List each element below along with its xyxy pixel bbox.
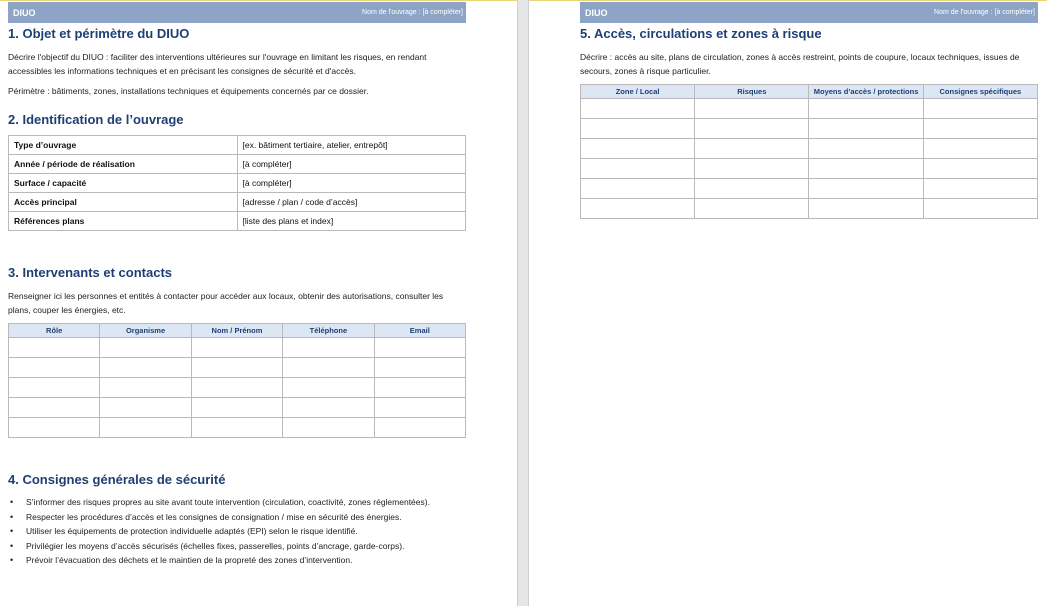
table-row (581, 139, 1038, 159)
table-row (9, 193, 466, 212)
empty-cell[interactable] (923, 119, 1037, 139)
page-1 (8, 2, 466, 565)
field-label: Accès principal (9, 193, 238, 212)
empty-cell[interactable] (100, 338, 191, 358)
consignes-list (8, 495, 448, 568)
empty-cell[interactable] (581, 139, 695, 159)
contacts-table (8, 323, 466, 438)
empty-cell[interactable] (283, 378, 374, 398)
table-row (9, 418, 466, 438)
empty-cell[interactable] (100, 398, 191, 418)
page-gutter[interactable] (517, 0, 529, 606)
zones-table (580, 84, 1038, 219)
field-label: Surface / capacité (9, 174, 238, 193)
table-row (9, 338, 466, 358)
table-row (9, 398, 466, 418)
empty-cell[interactable] (923, 179, 1037, 199)
empty-cell[interactable] (283, 418, 374, 438)
empty-cell[interactable] (581, 99, 695, 119)
empty-cell[interactable] (9, 418, 100, 438)
section-3-paragraph: Renseigner ici les personnes et entités à contacter pour accéder aux locaux, obtenir des autorisations, consulter les plans, couper les énergies, etc. (8, 291, 444, 315)
ouvrage-name-placeholder: Nom de l'ouvrage : [à compléter] (934, 9, 1035, 16)
table-row (581, 99, 1038, 119)
empty-cell[interactable] (9, 378, 100, 398)
column-header: Organisme (100, 324, 191, 338)
empty-cell[interactable] (191, 338, 282, 358)
empty-cell[interactable] (191, 418, 282, 438)
empty-cell[interactable] (374, 338, 465, 358)
list-item: • Prévoir l’évacuation des déchets et le maintien de la propreté des zones d’intervention. (8, 553, 448, 568)
section-1-paragraph-1: Décrire l'objectif du DIUO : faciliter des interventions ultérieures sur l'ouvrage en limitant les risques, en rendant accessibles les informations techniques et en précisant les consignes de sécurité et d'accès. (8, 52, 427, 76)
table-row (9, 136, 466, 155)
empty-cell[interactable] (809, 159, 923, 179)
empty-cell[interactable] (191, 358, 282, 378)
empty-cell[interactable] (9, 398, 100, 418)
doc-tag: DIUO (13, 7, 36, 18)
field-label: Références plans (9, 212, 238, 231)
section-5-paragraph: Décrire : accès au site, plans de circulation, zones à accès restreint, points de coupure, locaux techniques, issues de secours, zones à risque particulier. (580, 52, 1020, 76)
field-value[interactable]: [à compléter] (237, 155, 466, 174)
section-5-title: 5. Accès, circulations et zones à risque (580, 26, 822, 41)
empty-cell[interactable] (809, 179, 923, 199)
table-row (9, 358, 466, 378)
section-3-title: 3. Intervenants et contacts (8, 265, 172, 280)
empty-cell[interactable] (695, 119, 809, 139)
section-1-title: 1. Objet et périmètre du DIUO (8, 26, 190, 41)
column-header: Moyens d’accès / protections (809, 85, 923, 99)
empty-cell[interactable] (809, 139, 923, 159)
field-value[interactable]: [ex. bâtiment tertiaire, atelier, entrepôt] (237, 136, 466, 155)
page-header (580, 2, 1038, 23)
list-item: • Respecter les procédures d’accès et les consignes de consignation / mise en sécurité des énergies. (8, 510, 448, 525)
table-row (581, 179, 1038, 199)
empty-cell[interactable] (100, 358, 191, 378)
page-header (8, 2, 466, 23)
column-header: Nom / Prénom (191, 324, 282, 338)
column-header: Email (374, 324, 465, 338)
empty-cell[interactable] (283, 358, 374, 378)
empty-cell[interactable] (9, 338, 100, 358)
column-header: Rôle (9, 324, 100, 338)
empty-cell[interactable] (581, 199, 695, 219)
field-value[interactable]: [à compléter] (237, 174, 466, 193)
section-2-title: 2. Identification de l’ouvrage (8, 112, 184, 127)
empty-cell[interactable] (809, 99, 923, 119)
ouvrage-name-placeholder: Nom de l'ouvrage : [à compléter] (362, 9, 463, 16)
empty-cell[interactable] (100, 378, 191, 398)
empty-cell[interactable] (923, 99, 1037, 119)
list-item: • Utiliser les équipements de protection individuelle adaptés (EPI) selon le risque identifié. (8, 524, 448, 539)
empty-cell[interactable] (283, 398, 374, 418)
empty-cell[interactable] (283, 338, 374, 358)
column-header: Consignes spécifiques (923, 85, 1037, 99)
empty-cell[interactable] (923, 159, 1037, 179)
list-item: • Privilégier les moyens d’accès sécurisés (échelles fixes, passerelles, points d’ancrage, garde-corps). (8, 539, 448, 554)
field-label: Type d’ouvrage (9, 136, 238, 155)
doc-tag: DIUO (585, 7, 608, 18)
column-header: Téléphone (283, 324, 374, 338)
field-value[interactable]: [adresse / plan / code d’accès] (237, 193, 466, 212)
empty-cell[interactable] (581, 179, 695, 199)
field-value[interactable]: [liste des plans et index] (237, 212, 466, 231)
empty-cell[interactable] (9, 358, 100, 378)
empty-cell[interactable] (100, 418, 191, 438)
table-row (9, 155, 466, 174)
empty-cell[interactable] (695, 199, 809, 219)
empty-cell[interactable] (374, 378, 465, 398)
table-row (9, 378, 466, 398)
field-label: Année / période de réalisation (9, 155, 238, 174)
empty-cell[interactable] (374, 358, 465, 378)
empty-cell[interactable] (581, 159, 695, 179)
empty-cell[interactable] (374, 398, 465, 418)
column-header: Zone / Local (581, 85, 695, 99)
empty-cell[interactable] (191, 398, 282, 418)
table-row (9, 212, 466, 231)
empty-cell[interactable] (923, 139, 1037, 159)
section-1-paragraph-2: Périmètre : bâtiments, zones, installations techniques et équipements concernés par ce dossier. (8, 86, 369, 96)
empty-cell[interactable] (695, 99, 809, 119)
column-header: Risques (695, 85, 809, 99)
empty-cell[interactable] (695, 179, 809, 199)
identification-table (8, 135, 466, 231)
list-item: • S’informer des risques propres au site avant toute intervention (circulation, coactivité, zones réglementées). (8, 495, 448, 510)
table-row (581, 119, 1038, 139)
section-4-title: 4. Consignes générales de sécurité (8, 472, 226, 487)
empty-cell[interactable] (581, 119, 695, 139)
empty-cell[interactable] (695, 139, 809, 159)
empty-cell[interactable] (809, 119, 923, 139)
empty-cell[interactable] (695, 159, 809, 179)
table-row (9, 174, 466, 193)
table-row (581, 199, 1038, 219)
empty-cell[interactable] (923, 199, 1037, 219)
page-2 (580, 2, 1038, 96)
empty-cell[interactable] (809, 199, 923, 219)
table-row (581, 159, 1038, 179)
empty-cell[interactable] (374, 418, 465, 438)
empty-cell[interactable] (191, 378, 282, 398)
